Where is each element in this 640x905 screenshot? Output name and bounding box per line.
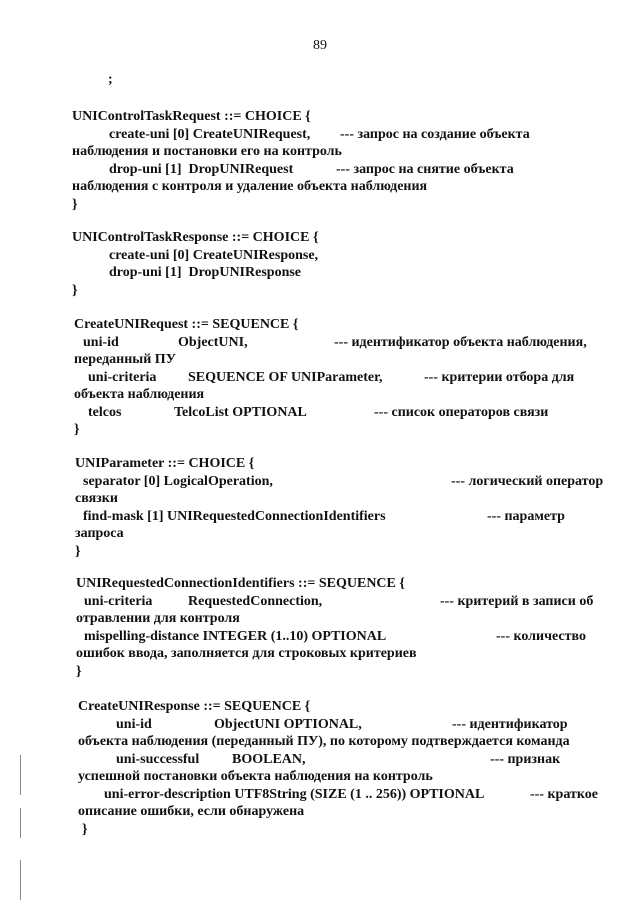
line-comment: --- логический оператор xyxy=(451,473,604,489)
line-text: UNIControlTaskRequest ::= CHOICE { xyxy=(72,109,311,124)
line-text: create-uni [0] CreateUNIResponse, xyxy=(109,247,319,263)
line-comment: --- идентификатор xyxy=(452,716,568,732)
line-text: uni-error-description UTF8String (SIZE (1 .. 256)) OPTIONAL xyxy=(104,786,485,802)
line-text: отравлении для контроля xyxy=(76,611,240,626)
line-text: drop-uni [1] DropUNIRequest xyxy=(109,161,294,177)
closing-brace: } xyxy=(74,422,80,437)
line-text: описание ошибки, если обнаружена xyxy=(78,804,305,819)
scan-margin-mark xyxy=(20,755,21,795)
field-type: BOOLEAN, xyxy=(232,751,306,767)
line-text: UNIRequestedConnectionIdentifiers ::= SEQUENCE { xyxy=(76,576,405,591)
line-text: связки xyxy=(75,491,118,506)
field-name: telcos xyxy=(88,404,122,420)
line-comment: --- критерий в записи об xyxy=(440,593,594,609)
line-text: separator [0] LogicalOperation, xyxy=(83,473,273,489)
line-comment: --- идентификатор объекта наблюдения, xyxy=(334,334,587,350)
line-comment: --- количество xyxy=(496,628,586,644)
line-text: find-mask [1] UNIRequestedConnectionIdentifiers xyxy=(83,508,386,524)
line-text: наблюдения и постановки его на контроль xyxy=(72,144,342,159)
line-text: drop-uni [1] DropUNIResponse xyxy=(109,265,302,280)
closing-brace: } xyxy=(76,663,82,679)
line-text: CreateUNIRequest ::= SEQUENCE { xyxy=(74,317,299,332)
closing-brace: } xyxy=(75,543,81,559)
field-type: ObjectUNI, xyxy=(178,334,248,350)
line-text: create-uni [0] CreateUNIRequest, xyxy=(109,126,311,142)
closing-brace: } xyxy=(72,196,78,212)
line-comment: --- запрос на создание объекта xyxy=(340,126,530,142)
field-type: ObjectUNI OPTIONAL, xyxy=(214,716,362,732)
line-text: UNIParameter ::= CHOICE { xyxy=(75,456,255,471)
field-name: uni-criteria xyxy=(84,593,153,609)
field-name: uni-successful xyxy=(116,751,200,767)
line-text: наблюдения с контроля и удаление объекта наблюдения xyxy=(72,179,428,194)
field-name: uni-criteria xyxy=(88,369,157,385)
line-text: UNIControlTaskResponse ::= CHOICE { xyxy=(72,230,319,245)
line-text: успешной постановки объекта наблюдения на контроль xyxy=(78,769,433,784)
line-comment: --- критерии отбора для xyxy=(424,369,575,385)
scan-margin-mark xyxy=(20,808,21,838)
field-type: TelcoList OPTIONAL xyxy=(174,404,307,420)
line-text: mispelling-distance INTEGER (1..10) OPTIONAL xyxy=(84,628,387,644)
line-text: ошибок ввода, заполняется для строковых критериев xyxy=(76,646,417,661)
line-text: запроса xyxy=(75,526,124,541)
line-comment: --- запрос на снятие объекта xyxy=(336,161,514,177)
field-name: uni-id xyxy=(116,716,152,732)
line-text: объекта наблюдения (переданный ПУ), по которому подтверждается команда xyxy=(78,734,570,749)
line-text: объекта наблюдения xyxy=(74,387,205,402)
line-comment: --- параметр xyxy=(487,508,565,524)
line-text: переданный ПУ xyxy=(74,352,176,367)
field-type: SEQUENCE OF UNIParameter, xyxy=(188,369,383,385)
closing-brace: } xyxy=(82,821,88,837)
page-number: 89 xyxy=(313,38,327,53)
field-name: uni-id xyxy=(83,334,119,350)
scan-margin-mark xyxy=(20,860,21,900)
line-text: CreateUNIResponse ::= SEQUENCE { xyxy=(78,699,311,714)
line-comment: --- признак xyxy=(490,751,561,767)
closing-brace: } xyxy=(72,282,78,298)
stray-semicolon: ; xyxy=(108,72,113,87)
line-comment: --- краткое xyxy=(530,786,598,802)
line-comment: --- список операторов связи xyxy=(374,404,549,420)
field-type: RequestedConnection, xyxy=(188,593,323,609)
